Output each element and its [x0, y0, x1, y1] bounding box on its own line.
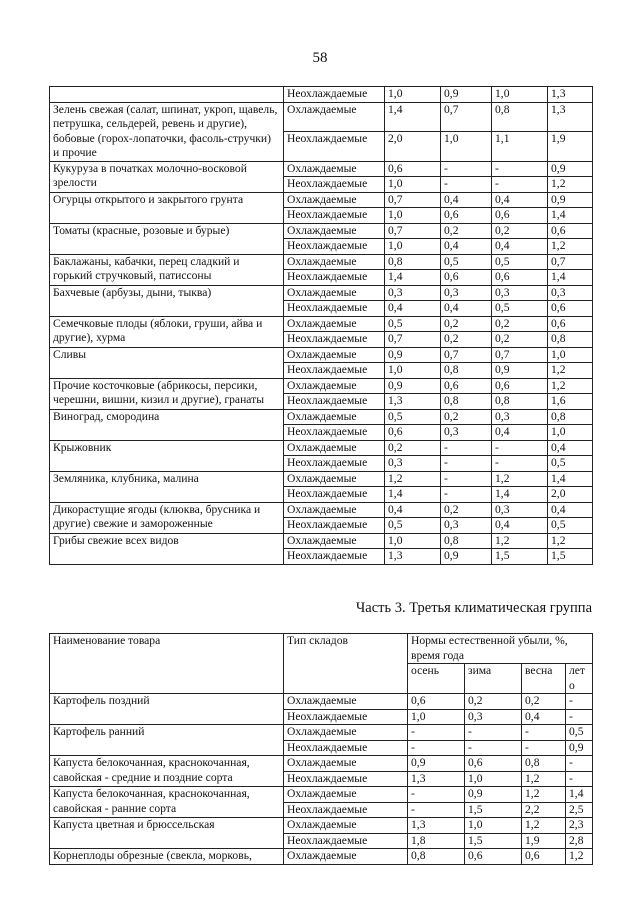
- table-row: [50, 440, 593, 456]
- loss-norm-value: -: [566, 771, 593, 787]
- storage-type: Неохлаждаемые: [284, 549, 385, 565]
- storage-type: Неохлаждаемые: [284, 771, 408, 787]
- loss-norm-value: 0,9: [385, 347, 441, 363]
- page-number: 58: [312, 50, 328, 66]
- storage-type: Охлаждаемые: [284, 192, 385, 208]
- loss-norm-value: 1,2: [548, 378, 593, 394]
- loss-norm-value: 2,2: [522, 802, 566, 818]
- loss-norm-value: 0,9: [408, 756, 465, 772]
- product-name: Огурцы открытого и закрытого грунта: [50, 192, 284, 223]
- product-name: Томаты (красные, розовые и бурые): [50, 223, 284, 254]
- storage-type: Охлаждаемые: [284, 409, 385, 425]
- storage-type: Охлаждаемые: [284, 102, 385, 132]
- loss-norm-value: -: [408, 802, 465, 818]
- table-row: [50, 316, 593, 332]
- loss-norm-value: 1,0: [492, 87, 548, 103]
- loss-norm-value: 0,4: [548, 502, 593, 518]
- storage-type: Охлаждаемые: [284, 254, 385, 270]
- loss-norm-value: 0,6: [441, 208, 492, 224]
- loss-norm-value: -: [441, 177, 492, 193]
- loss-norm-value: 2,0: [385, 132, 441, 162]
- loss-norm-value: 1,0: [548, 347, 593, 363]
- loss-norm-value: 0,6: [465, 849, 522, 865]
- loss-norm-value: 0,5: [548, 456, 593, 472]
- table-row: [50, 192, 593, 208]
- loss-norm-value: 1,5: [492, 549, 548, 565]
- product-name: Картофель поздний: [50, 694, 284, 725]
- loss-norm-value: 0,2: [441, 409, 492, 425]
- storage-type: Неохлаждаемые: [284, 456, 385, 472]
- loss-norm-value: 0,2: [522, 694, 566, 710]
- loss-norm-value: 1,3: [385, 549, 441, 565]
- loss-norm-value: 1,3: [408, 818, 465, 834]
- table-row: [50, 787, 593, 803]
- loss-norm-value: 1,4: [548, 208, 593, 224]
- loss-norm-value: 1,4: [385, 102, 441, 132]
- product-name: Кукуруза в початках молочно-восковой зрелости: [50, 161, 284, 192]
- loss-norm-value: 1,2: [548, 533, 593, 549]
- loss-norm-value: 0,2: [492, 332, 548, 348]
- loss-norm-value: 0,3: [465, 709, 522, 725]
- header-season-summer: лет о: [566, 664, 593, 694]
- loss-norm-value: 0,5: [441, 254, 492, 270]
- loss-norm-value: 0,2: [385, 440, 441, 456]
- loss-norm-value: 0,8: [385, 254, 441, 270]
- loss-norm-value: 0,2: [492, 316, 548, 332]
- table-row: [50, 347, 593, 363]
- loss-norm-value: 1,0: [385, 87, 441, 103]
- loss-norm-value: 0,7: [548, 254, 593, 270]
- loss-norm-value: 0,6: [492, 378, 548, 394]
- loss-norm-value: 2,5: [566, 802, 593, 818]
- loss-norm-value: 1,0: [441, 132, 492, 162]
- loss-norm-value: -: [566, 694, 593, 710]
- loss-norm-value: 0,9: [441, 549, 492, 565]
- table-row: [50, 694, 593, 710]
- loss-norm-value: 0,6: [385, 161, 441, 177]
- table-row: [50, 471, 593, 487]
- storage-type: Охлаждаемые: [284, 316, 385, 332]
- loss-norm-value: 0,3: [492, 502, 548, 518]
- storage-type: Охлаждаемые: [284, 223, 385, 239]
- header-product-name: Наименование товара: [50, 634, 284, 694]
- loss-norm-value: 0,6: [465, 756, 522, 772]
- table-row: [50, 254, 593, 270]
- storage-type: Неохлаждаемые: [284, 425, 385, 441]
- loss-norm-value: 1,1: [492, 132, 548, 162]
- storage-type: Неохлаждаемые: [284, 270, 385, 286]
- storage-type: Неохлаждаемые: [284, 208, 385, 224]
- storage-type: Неохлаждаемые: [284, 363, 385, 379]
- loss-norm-value: 1,3: [548, 87, 593, 103]
- product-name: Зелень свежая (салат, шпинат, укроп, щавель, петрушка, сельдерей, ревень и другие), бобовые (горох-лопаточки, фасоль-стручки) и прочие: [50, 102, 284, 161]
- loss-norm-value: 1,8: [408, 833, 465, 849]
- loss-norm-value: 0,9: [566, 740, 593, 756]
- storage-type: Неохлаждаемые: [284, 518, 385, 534]
- product-name: Картофель ранний: [50, 725, 284, 756]
- loss-norm-value: 1,5: [548, 549, 593, 565]
- loss-norm-value: 0,4: [492, 239, 548, 255]
- loss-norm-value: 0,5: [548, 518, 593, 534]
- loss-norm-value: 0,6: [522, 849, 566, 865]
- table-row: [50, 533, 593, 549]
- storage-type: Неохлаждаемые: [284, 709, 408, 725]
- loss-norm-value: 1,0: [385, 239, 441, 255]
- loss-norm-value: 1,4: [548, 471, 593, 487]
- loss-norm-value: -: [465, 740, 522, 756]
- loss-norm-value: 1,2: [548, 177, 593, 193]
- storage-type: Охлаждаемые: [284, 694, 408, 710]
- loss-norm-value: 0,6: [492, 208, 548, 224]
- loss-norm-value: 1,0: [465, 818, 522, 834]
- loss-norm-value: 0,3: [492, 285, 548, 301]
- table-row: [50, 725, 593, 741]
- product-name: Крыжовник: [50, 440, 284, 471]
- loss-norm-value: 0,3: [548, 285, 593, 301]
- loss-norm-value: 0,5: [385, 518, 441, 534]
- loss-norm-value: 1,5: [465, 833, 522, 849]
- product-name: Корнеплоды обрезные (свекла, морковь,: [50, 849, 284, 865]
- storage-type: Охлаждаемые: [284, 440, 385, 456]
- loss-norm-value: 0,4: [492, 518, 548, 534]
- loss-norm-value: 1,4: [492, 487, 548, 503]
- table-row: [50, 378, 593, 394]
- storage-type: Охлаждаемые: [284, 849, 408, 865]
- storage-type: Неохлаждаемые: [284, 239, 385, 255]
- loss-norm-value: -: [492, 177, 548, 193]
- product-name: Капуста цветная и брюссельская: [50, 818, 284, 849]
- loss-norm-value: -: [522, 725, 566, 741]
- loss-norm-value: 2,0: [548, 487, 593, 503]
- product-name: Прочие косточковые (абрикосы, персики, черешни, вишни, кизил и другие), гранаты: [50, 378, 284, 409]
- storage-type: Охлаждаемые: [284, 161, 385, 177]
- loss-norm-value: 1,6: [548, 394, 593, 410]
- loss-norm-value: 0,8: [522, 756, 566, 772]
- loss-norm-value: 0,3: [441, 425, 492, 441]
- loss-norm-value: 0,8: [548, 409, 593, 425]
- loss-norm-value: -: [465, 725, 522, 741]
- table-row: [50, 285, 593, 301]
- loss-norm-value: 0,6: [492, 270, 548, 286]
- loss-norm-value: 0,4: [548, 440, 593, 456]
- storage-type: Неохлаждаемые: [284, 802, 408, 818]
- loss-norm-value: -: [566, 709, 593, 725]
- loss-norm-value: 0,6: [441, 270, 492, 286]
- loss-norm-value: -: [441, 161, 492, 177]
- loss-norm-value: 0,4: [385, 301, 441, 317]
- loss-norm-value: 0,6: [441, 378, 492, 394]
- table-row: [50, 161, 593, 177]
- loss-norm-value: 1,2: [522, 787, 566, 803]
- storage-type: Охлаждаемые: [284, 756, 408, 772]
- loss-norm-value: 0,9: [441, 87, 492, 103]
- loss-norm-value: 0,8: [548, 332, 593, 348]
- storage-type: Охлаждаемые: [284, 378, 385, 394]
- storage-type: Охлаждаемые: [284, 347, 385, 363]
- loss-norm-value: 0,8: [492, 102, 548, 132]
- loss-norm-value: 1,2: [548, 239, 593, 255]
- loss-norm-value: 0,6: [548, 223, 593, 239]
- loss-norm-value: 0,2: [465, 694, 522, 710]
- loss-norm-value: -: [408, 787, 465, 803]
- loss-norm-value: 1,0: [408, 709, 465, 725]
- loss-norm-value: 0,4: [441, 301, 492, 317]
- product-name: Виноград, смородина: [50, 409, 284, 440]
- loss-norm-value: 1,4: [548, 270, 593, 286]
- loss-norm-value: 1,4: [566, 787, 593, 803]
- storage-type: Неохлаждаемые: [284, 87, 385, 103]
- loss-norm-value: 0,9: [548, 161, 593, 177]
- storage-type: Неохлаждаемые: [284, 487, 385, 503]
- loss-norm-value: 1,3: [548, 102, 593, 132]
- loss-norm-value: 1,2: [522, 771, 566, 787]
- header-storage-type: Тип складов: [284, 634, 408, 694]
- loss-norm-value: 0,5: [385, 316, 441, 332]
- loss-norm-value: 0,2: [492, 223, 548, 239]
- loss-norm-value: -: [566, 756, 593, 772]
- product-name: Баклажаны, кабачки, перец сладкий и горький стручковый, патиссоны: [50, 254, 284, 285]
- loss-norm-value: 1,2: [566, 849, 593, 865]
- losses-table-part2: [49, 86, 593, 565]
- product-name: [50, 87, 284, 103]
- loss-norm-value: 1,2: [522, 818, 566, 834]
- loss-norm-value: 0,5: [492, 301, 548, 317]
- loss-norm-value: 0,6: [408, 694, 465, 710]
- loss-norm-value: 0,7: [492, 347, 548, 363]
- table-row: [50, 756, 593, 772]
- loss-norm-value: 0,8: [492, 394, 548, 410]
- storage-type: Неохлаждаемые: [284, 132, 385, 162]
- loss-norm-value: -: [408, 740, 465, 756]
- loss-norm-value: -: [441, 440, 492, 456]
- loss-norm-value: 0,6: [548, 316, 593, 332]
- loss-norm-value: 0,2: [441, 502, 492, 518]
- loss-norm-value: 0,4: [385, 502, 441, 518]
- loss-norm-value: 1,2: [548, 363, 593, 379]
- storage-type: Неохлаждаемые: [284, 177, 385, 193]
- header-row: [50, 634, 593, 664]
- loss-norm-value: 0,6: [548, 301, 593, 317]
- loss-norm-value: 0,6: [385, 425, 441, 441]
- loss-norm-value: 2,3: [566, 818, 593, 834]
- header-season-spring: весна: [522, 664, 566, 694]
- loss-norm-value: 0,9: [465, 787, 522, 803]
- loss-norm-value: 0,9: [385, 378, 441, 394]
- product-name: Бахчевые (арбузы, дыни, тыква): [50, 285, 284, 316]
- loss-norm-value: 1,5: [465, 802, 522, 818]
- loss-norm-value: 1,4: [385, 270, 441, 286]
- loss-norm-value: 1,0: [385, 208, 441, 224]
- table-row: [50, 87, 593, 103]
- loss-norm-value: 1,3: [408, 771, 465, 787]
- loss-norm-value: 0,3: [385, 285, 441, 301]
- loss-norm-value: 1,0: [385, 533, 441, 549]
- loss-norm-value: 0,2: [441, 223, 492, 239]
- loss-norm-value: 1,0: [548, 425, 593, 441]
- loss-norm-value: 0,4: [492, 192, 548, 208]
- loss-norm-value: 0,4: [522, 709, 566, 725]
- storage-type: Охлаждаемые: [284, 725, 408, 741]
- loss-norm-value: 0,7: [385, 192, 441, 208]
- loss-norm-value: -: [441, 471, 492, 487]
- loss-norm-value: 0,8: [441, 363, 492, 379]
- loss-norm-value: -: [522, 740, 566, 756]
- loss-norm-value: 0,7: [441, 347, 492, 363]
- loss-norm-value: 0,3: [441, 285, 492, 301]
- table-row: [50, 102, 593, 132]
- loss-norm-value: 1,4: [385, 487, 441, 503]
- storage-type: Охлаждаемые: [284, 818, 408, 834]
- loss-norm-value: 0,8: [408, 849, 465, 865]
- loss-norm-value: 0,4: [441, 192, 492, 208]
- table-row: [50, 409, 593, 425]
- storage-type: Неохлаждаемые: [284, 394, 385, 410]
- storage-type: Неохлаждаемые: [284, 332, 385, 348]
- loss-norm-value: 0,3: [385, 456, 441, 472]
- losses-table-part3: [49, 633, 593, 865]
- loss-norm-value: 0,5: [566, 725, 593, 741]
- loss-norm-value: 0,2: [441, 316, 492, 332]
- product-name: Грибы свежие всех видов: [50, 533, 284, 564]
- loss-norm-value: 0,3: [492, 409, 548, 425]
- loss-norm-value: 1,0: [385, 177, 441, 193]
- loss-norm-value: 0,7: [441, 102, 492, 132]
- storage-type: Охлаждаемые: [284, 471, 385, 487]
- loss-norm-value: 1,2: [492, 471, 548, 487]
- loss-norm-value: 1,3: [385, 394, 441, 410]
- loss-norm-value: -: [492, 456, 548, 472]
- loss-norm-value: 0,7: [385, 332, 441, 348]
- table-row: [50, 849, 593, 865]
- loss-norm-value: 1,2: [385, 471, 441, 487]
- table-row: [50, 502, 593, 518]
- loss-norm-value: 0,7: [385, 223, 441, 239]
- loss-norm-value: 0,4: [492, 425, 548, 441]
- product-name: Семечковые плоды (яблоки, груши, айва и другие), хурма: [50, 316, 284, 347]
- loss-norm-value: -: [441, 456, 492, 472]
- loss-norm-value: -: [492, 440, 548, 456]
- loss-norm-value: 1,2: [492, 533, 548, 549]
- loss-norm-value: 1,0: [385, 363, 441, 379]
- loss-norm-value: 0,8: [441, 533, 492, 549]
- storage-type: Охлаждаемые: [284, 285, 385, 301]
- loss-norm-value: 0,8: [441, 394, 492, 410]
- loss-norm-value: 0,4: [441, 239, 492, 255]
- storage-type: Неохлаждаемые: [284, 301, 385, 317]
- part-title: Часть 3. Третья климатическая группа: [355, 600, 592, 616]
- loss-norm-value: 0,2: [441, 332, 492, 348]
- table-row: [50, 818, 593, 834]
- storage-type: Охлаждаемые: [284, 502, 385, 518]
- storage-type: Неохлаждаемые: [284, 833, 408, 849]
- loss-norm-value: 0,5: [385, 409, 441, 425]
- loss-norm-value: 2,8: [566, 833, 593, 849]
- product-name: Дикорастущие ягоды (клюква, брусника и другие) свежие и замороженные: [50, 502, 284, 533]
- loss-norm-value: 0,3: [441, 518, 492, 534]
- storage-type: Охлаждаемые: [284, 533, 385, 549]
- loss-norm-value: 0,5: [492, 254, 548, 270]
- product-name: Капуста белокочанная, краснокочанная, савойская - ранние сорта: [50, 787, 284, 818]
- product-name: Земляника, клубника, малина: [50, 471, 284, 502]
- loss-norm-value: -: [408, 725, 465, 741]
- loss-norm-value: 0,9: [548, 192, 593, 208]
- table-row: [50, 223, 593, 239]
- loss-norm-value: 1,9: [548, 132, 593, 162]
- loss-norm-value: 1,9: [522, 833, 566, 849]
- storage-type: Неохлаждаемые: [284, 740, 408, 756]
- storage-type: Охлаждаемые: [284, 787, 408, 803]
- header-norms: Нормы естественной убыли, %, время года: [408, 634, 593, 664]
- header-season-winter: зима: [465, 664, 522, 694]
- header-season-autumn: осень: [408, 664, 465, 694]
- loss-norm-value: 0,9: [492, 363, 548, 379]
- loss-norm-value: -: [441, 487, 492, 503]
- loss-norm-value: -: [492, 161, 548, 177]
- loss-norm-value: 1,0: [465, 771, 522, 787]
- product-name: Сливы: [50, 347, 284, 378]
- product-name: Капуста белокочанная, краснокочанная, савойская - средние и поздние сорта: [50, 756, 284, 787]
